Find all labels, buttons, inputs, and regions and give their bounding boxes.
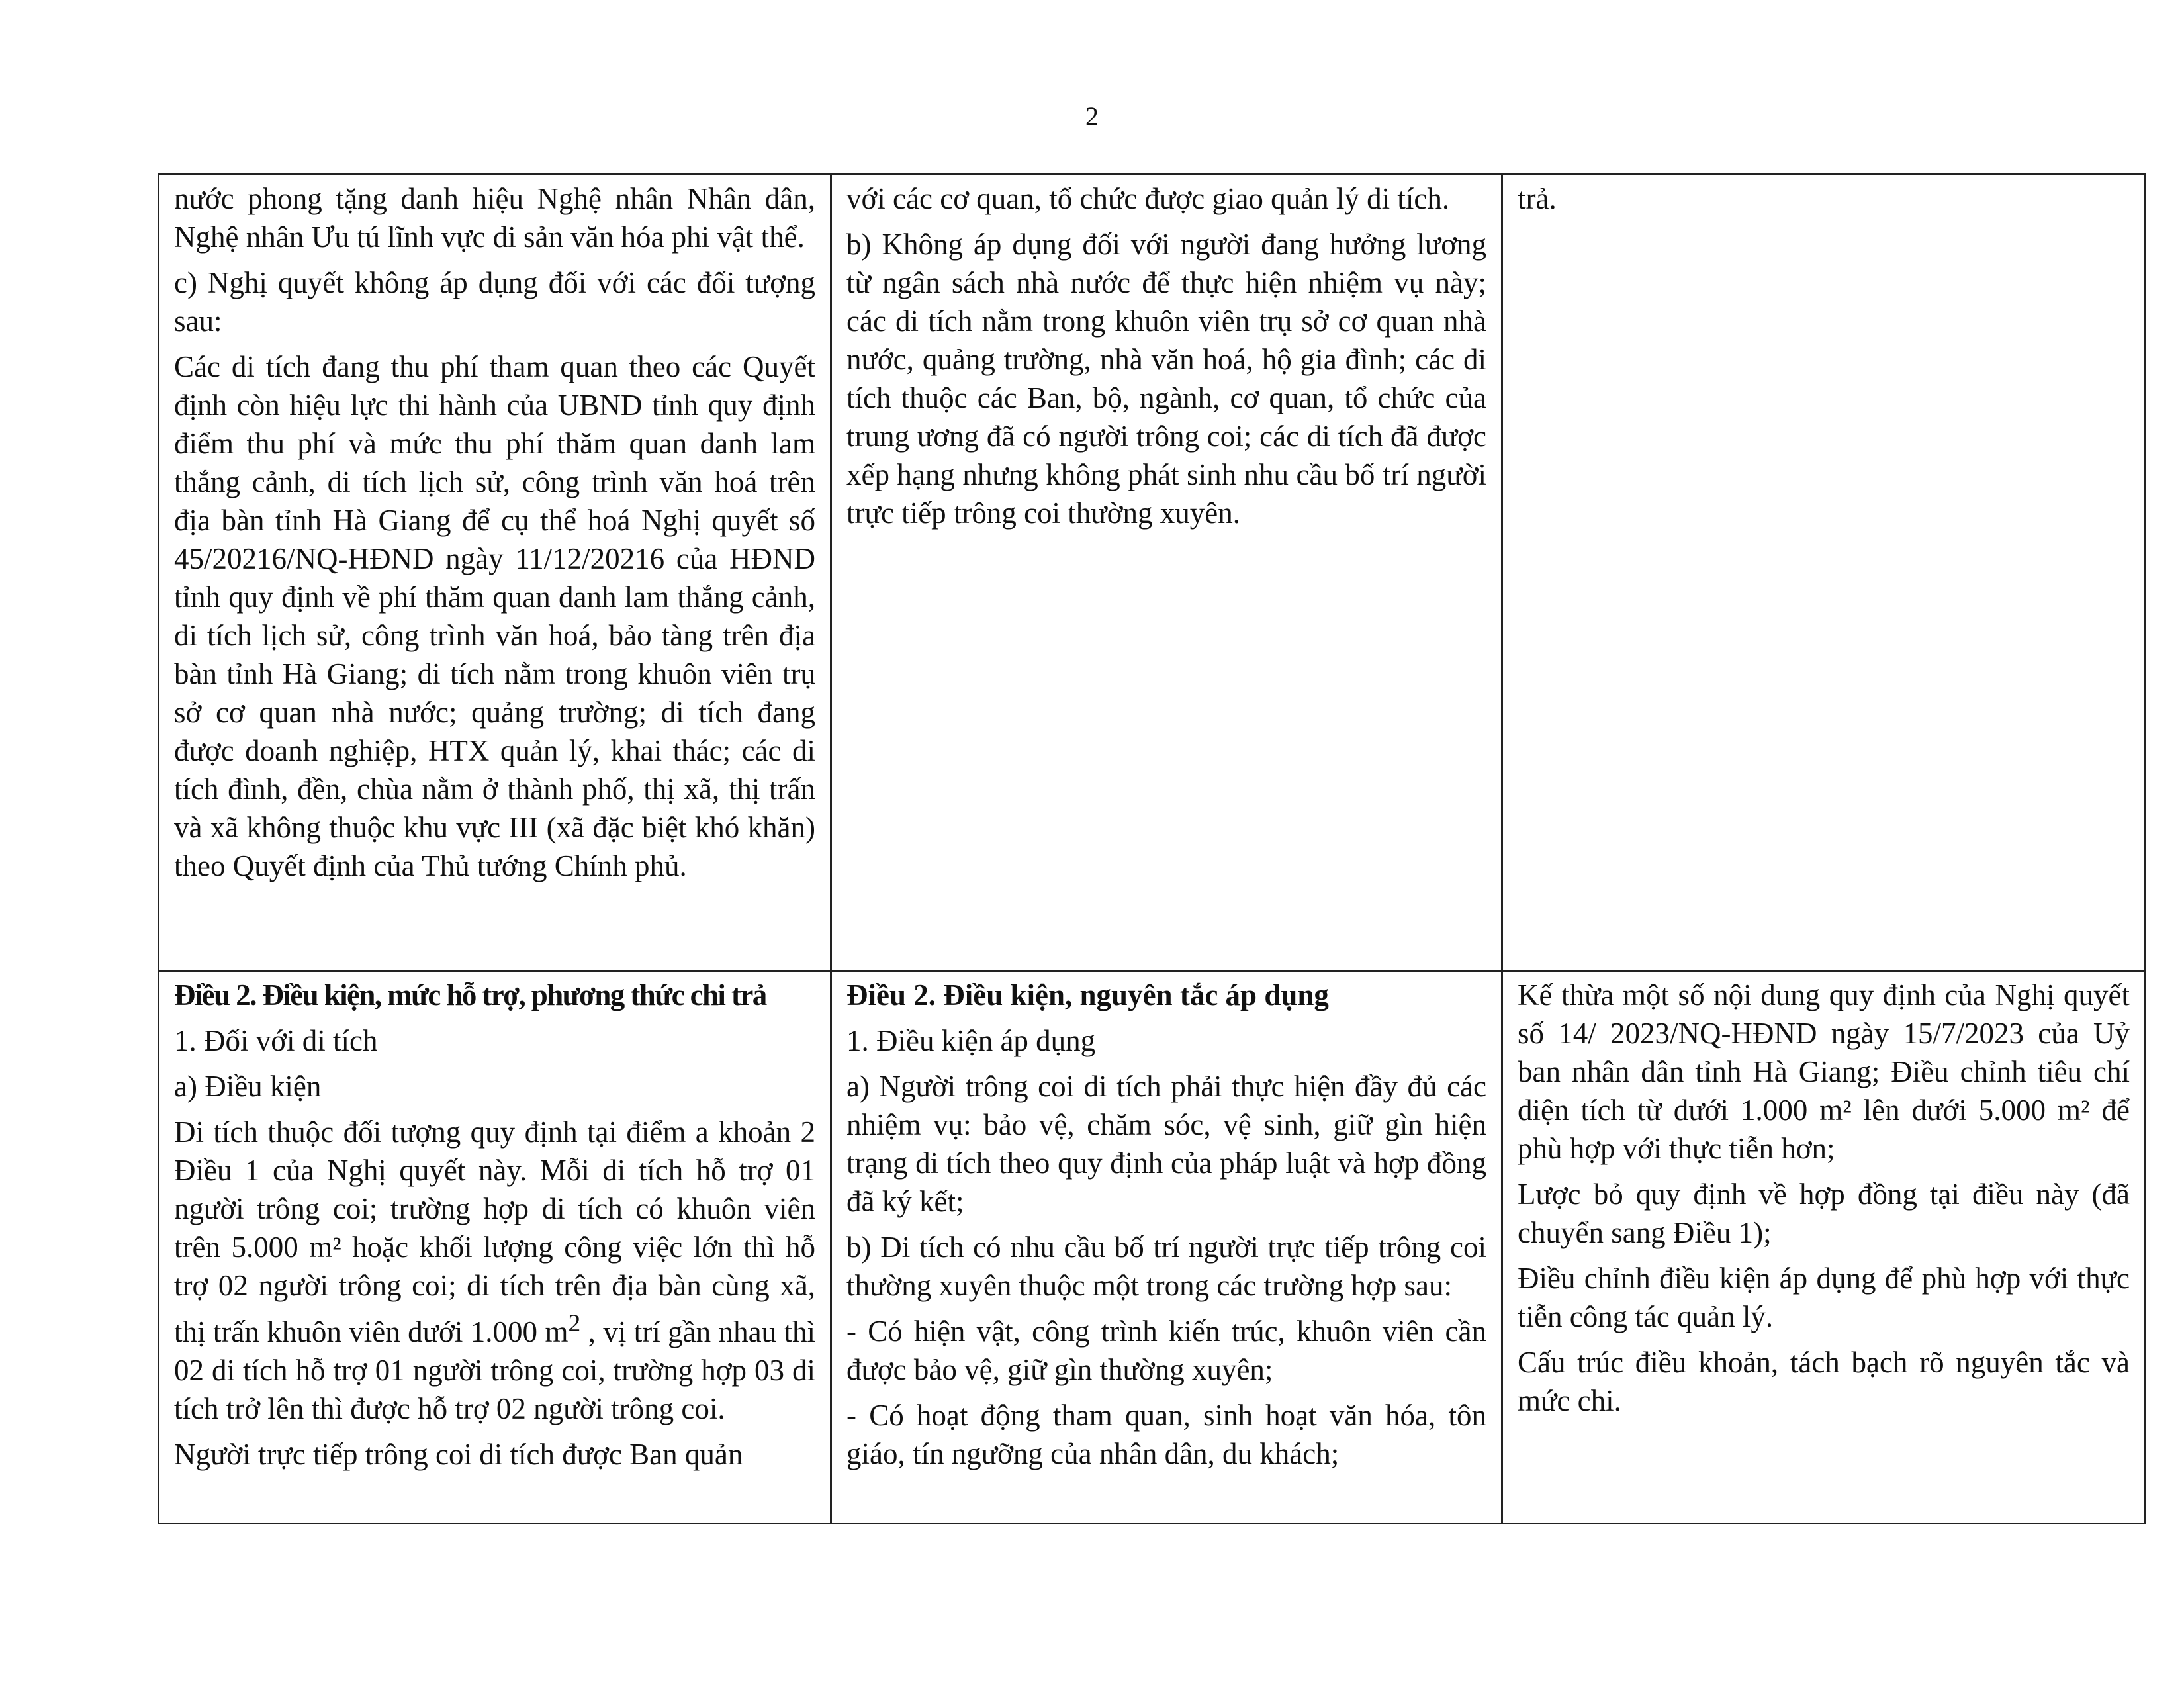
article-heading: Điều 2. Điều kiện, mức hỗ trợ, phương thức chi trả	[174, 978, 766, 1011]
paragraph: b) Di tích có nhu cầu bố trí người trực tiếp trông coi thường xuyên thuộc một trong các trường hợp sau:	[846, 1231, 1486, 1302]
comparison-table	[158, 173, 2146, 1524]
paragraph: Các di tích đang thu phí tham quan theo các Quyết định còn hiệu lực thi hành của UBND tỉnh quy định điểm thu phí và mức thu phí thăm quan danh lam thắng cảnh, di tích lịch sử, công trình văn hoá trên địa bàn tỉnh Hà Giang để cụ thể hoá Nghị quyết số 45/20216/NQ-HĐND ngày 11/12/20216 của HĐND tỉnh quy định về phí thăm quan danh lam thắng cảnh, di tích lịch sử, công trình văn hoá, bảo tàng trên địa bàn tỉnh Hà Giang; di tích nằm trong khuôn viên trụ sở cơ quan nhà nước; quảng trường; di tích đang được doanh nghiệp, HTX quản lý, khai thác; các di tích đình, đền, chùa nằm ở thành phố, thị xã, thị trấn và xã không thuộc khu vực III (xã đặc biệt khó khăn) theo Quyết định của Thủ tướng Chính phủ.	[174, 350, 815, 882]
paragraph: 1. Đối với di tích	[174, 1024, 378, 1057]
paragraph	[174, 1113, 815, 1428]
table-cell-proposed-text	[831, 971, 1502, 1524]
paragraph: a) Điều kiện	[174, 1070, 322, 1103]
table-cell-explanation	[1502, 175, 2146, 971]
table-row	[159, 971, 2146, 1524]
table-cell-current-text	[159, 175, 831, 971]
paragraph-text: , vị trí gần nhau thì 02 di tích hỗ trợ 01 người trông coi, trường hợp 03 di tích trở lên thì được hỗ trợ 02 người trông coi.	[174, 1315, 815, 1425]
paragraph: Kế thừa một số nội dung quy định của Nghị quyết số 14/ 2023/NQ-HĐND ngày 15/7/2023 của Uỷ ban nhân dân tỉnh Hà Giang; Điều chỉnh tiêu chí diện tích từ dưới 1.000 m² lên dưới 5.000 m² để phù hợp với thực tiễn hơn;	[1518, 978, 2130, 1165]
paragraph: a) Người trông coi di tích phải thực hiện đầy đủ các nhiệm vụ: bảo vệ, chăm sóc, vệ sinh, giữ gìn hiện trạng di tích theo quy định của pháp luật và hợp đồng đã ký kết;	[846, 1070, 1486, 1218]
paragraph: Cấu trúc điều khoản, tách bạch rõ nguyên tắc và mức chi.	[1518, 1346, 2130, 1417]
table-cell-explanation	[1502, 971, 2146, 1524]
paragraph: 1. Điều kiện áp dụng	[846, 1024, 1096, 1057]
table-cell-proposed-text	[831, 175, 1502, 971]
paragraph: b) Không áp dụng đối với người đang hưởng lương từ ngân sách nhà nước để thực hiện nhiệm vụ này; các di tích nằm trong khuôn viên trụ sở cơ quan nhà nước, quảng trường, nhà văn hoá, hộ gia đình; các di tích thuộc các Ban, bộ, ngành, cơ quan, tổ chức của trung ương đã có người trông coi; các di tích đã được xếp hạng nhưng không phát sinh nhu cầu bố trí người trực tiếp trông coi thường xuyên.	[846, 228, 1486, 530]
paragraph: c) Nghị quyết không áp dụng đối với các đối tượng sau:	[174, 266, 815, 338]
paragraph: - Có hoạt động tham quan, sinh hoạt văn hóa, tôn giáo, tín ngưỡng của nhân dân, du khách;	[846, 1399, 1486, 1470]
paragraph: nước phong tặng danh hiệu Nghệ nhân Nhân dân, Nghệ nhân Ưu tú lĩnh vực di sản văn hóa phi vật thể.	[174, 182, 815, 254]
superscript: 2	[568, 1310, 581, 1337]
table-row	[159, 175, 2146, 971]
paragraph: trả.	[1518, 182, 1557, 215]
paragraph: Người trực tiếp trông coi di tích được Ban quản	[174, 1438, 743, 1471]
paragraph: Điều chỉnh điều kiện áp dụng để phù hợp với thực tiễn công tác quản lý.	[1518, 1262, 2130, 1333]
paragraph: - Có hiện vật, công trình kiến trúc, khuôn viên cần được bảo vệ, giữ gìn thường xuyên;	[846, 1315, 1486, 1386]
paragraph: Lược bỏ quy định về hợp đồng tại điều này (đã chuyển sang Điều 1);	[1518, 1178, 2130, 1249]
page-number: 2	[1085, 101, 1099, 131]
paragraph: với các cơ quan, tổ chức được giao quản lý di tích.	[846, 182, 1450, 215]
article-heading: Điều 2. Điều kiện, nguyên tắc áp dụng	[846, 978, 1329, 1011]
paragraph-text: Di tích thuộc đối tượng quy định tại điểm a khoản 2 Điều 1 của Nghị quyết này. Mỗi di tích hỗ trợ 01 người trông coi; trường hợp di tích có khuôn viên trên 5.000 m² hoặc khối lượng công việc lớn thì hỗ trợ 02 người trông coi; di tích trên địa bàn cùng xã, thị trấn khuôn viên dưới 1.000 m	[174, 1115, 815, 1348]
table-cell-current-text	[159, 971, 831, 1524]
